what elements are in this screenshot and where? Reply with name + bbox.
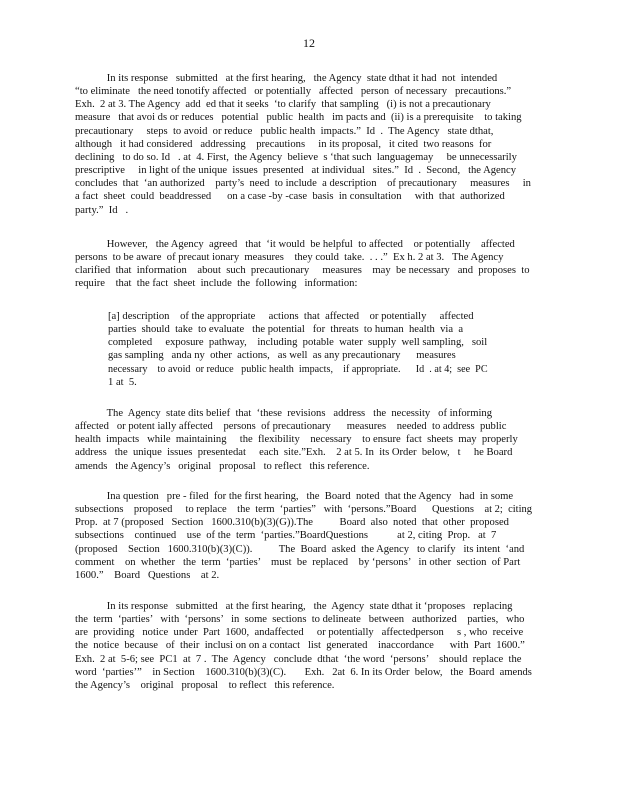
text-line: “to eliminate the need tonotify affected or potentially affected person of necessary precautions.” — [75, 86, 512, 98]
text-line: require that the fact sheet include the following information: — [75, 278, 358, 290]
text-line: In its response submitted at the first hearing, the Agency state dthat it ‘proposes replacing — [75, 601, 513, 612]
text-line: word ‘parties’” in Section 1600.310(b)(3)(C). Exh. 2at 6. In its Order below, the Board amends — [75, 666, 532, 678]
text-line: subsections continued use of the term ‘parties.”BoardQuestions at 2, citing Prop. at 7 — [75, 530, 497, 542]
text-line: a fact sheet could beaddressed on a case -by -case basis in consultation with that authorized — [75, 191, 505, 203]
text-line: gas sampling anda ny other actions, as well as any precautionary measures — [108, 350, 456, 362]
text-line: comment on whether the term ‘parties’ must be replaced by ‘persons’ in other section of Part — [75, 556, 521, 568]
text-line: address the unique issues presentedat each site.”Exh. 2 at 5. In its Order below, t he Board — [75, 447, 513, 459]
text-line: although it had considered addressing precautions in its proposal, it cited two reasons for — [75, 138, 492, 150]
text-line: the term ‘parties’ with ‘persons’ in some sections to delineate between authorized parties, who — [75, 614, 525, 626]
text-line: Prop. at 7 (proposed Section 1600.310(b)(3)(G)).The Board also noted that other proposed — [75, 517, 509, 529]
text-line: health impacts while maintaining the flexibility necessary to ensure fact sheets may properly — [75, 434, 518, 446]
text-line: necessary to avoid or reduce public health impacts, if appropriate. Id . at 4; see PC — [108, 363, 488, 375]
text-line: persons to be aware of precaut ionary measures they could take. . . .” Ex h. 2 at 3. The Agency — [75, 252, 504, 264]
text-line: affected or potent ially affected persons of precautionary measures needed to address public — [75, 421, 507, 433]
text-line: amends the Agency’s original proposal to reflect this reference. — [75, 460, 370, 472]
text-line: In its response submitted at the first hearing, the Agency state dthat it had not intended — [75, 73, 498, 84]
paragraph-agency-belief — [75, 407, 532, 473]
text-line: declining to do so. Id . at 4. First, the Agency believe s ‘that such languagemay be unnecessarily — [75, 151, 517, 163]
text-line: are providing notice under Part 1600, andaffected or potentially affectedperson s , who receive — [75, 627, 524, 639]
text-line: the Agency’s original proposal to reflect this reference. — [75, 679, 335, 691]
text-line: clarified that information about such precautionary measures may be necessary and proposes to — [75, 265, 530, 277]
block-quote — [108, 310, 488, 389]
text-line: The Agency state dits belief that ‘these revisions address the necessity of informing — [75, 408, 492, 419]
text-line: parties should take to evaluate the potential for threats to human health via a — [108, 324, 464, 336]
text-line: 1 at 5. — [108, 376, 137, 388]
text-line: Exh. 2 at 5-6; see PC1 at 7 . The Agency conclude dthat ‘the word ‘persons’ should replace the — [75, 653, 522, 665]
text-line: subsections proposed to replace the term ‘parties” with ‘persons.”Board Questions at 2; citing — [75, 504, 533, 516]
paragraph-board-question — [75, 490, 532, 582]
text-line: Ina question pre - filed for the first hearing, the Board noted that the Agency had in some — [75, 491, 514, 502]
text-line: precautionary steps to avoid or reduce public health impacts.” Id . The Agency state dthat, — [75, 125, 494, 137]
text-line: 1600.” Board Questions at 2. — [75, 569, 220, 581]
text-line: However, the Agency agreed that ‘it would be helpful to affected or potentially affected — [75, 239, 515, 250]
text-line: completed exposure pathway, including potable water supply well sampling, soil — [108, 337, 488, 349]
text-line: prescriptive in light of the unique issues presented at individual sites.” Id . Second, the Agency — [75, 165, 517, 177]
text-line: concludes that ‘an authorized party’s need to include a description of precautionary measures in — [75, 178, 531, 190]
paragraph-agency-replacing — [75, 600, 532, 692]
text-line: (proposed Section 1600.310(b)(3)(C)). The Board asked the Agency to clarify its intent ‘and — [75, 543, 525, 555]
text-line: [a] description of the appropriate actions that affected or potentially affected — [108, 311, 474, 322]
text-line: Exh. 2 at 3. The Agency add ed that it seeks ‘to clarify that sampling (i) is not a precautionary — [75, 99, 491, 111]
text-line: measure that avoi ds or reduces potential public health im pacts and (ii) is a prerequisite to taking — [75, 112, 522, 124]
paragraph-however — [75, 238, 532, 291]
paragraph-agency-response — [75, 72, 532, 217]
text-line: party.” Id . — [75, 204, 129, 216]
text-line: the notice because of their inclusi on on a contact list generated inaccordance with Part 1600.” — [75, 640, 525, 652]
page-number: 12 — [303, 36, 315, 50]
